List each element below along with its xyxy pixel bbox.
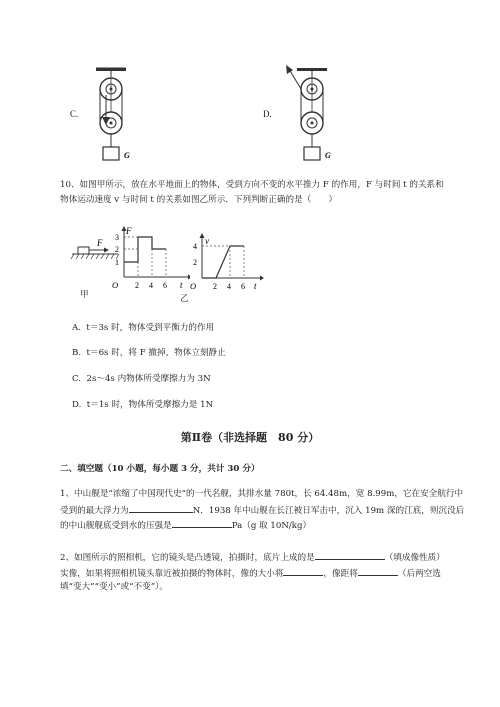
q1-text-2a: 受到的最大浮力为 <box>60 506 129 516</box>
option-a-letter: A. <box>72 323 81 333</box>
q1-blank-1[interactable] <box>129 503 193 513</box>
pulley-figure-d <box>263 65 353 165</box>
graph-v-ytick: 2 <box>193 258 197 267</box>
option-c-label: C. <box>70 109 79 119</box>
option-c[interactable] <box>72 373 211 385</box>
q2-line-1 <box>60 550 445 564</box>
graph-velocity-time <box>190 232 264 292</box>
option-d-text: t＝1s 时，物体所受摩擦力是 1N <box>86 400 214 410</box>
q2-blank-1[interactable] <box>315 550 385 560</box>
figure-jia-label: 甲 <box>80 290 89 300</box>
q1-line-2 <box>60 503 464 517</box>
graph-f-xtick: 6 <box>163 281 167 290</box>
section-heading: 二、填空题（10 小题，每小题 3 分，共计 30 分） <box>60 464 260 474</box>
option-d-label: D. <box>263 109 272 119</box>
q1-text-3b: Pa（g 取 10N/kg） <box>231 521 312 531</box>
graph-f-ytick: 3 <box>115 233 119 242</box>
graph-v-origin: O <box>190 281 197 291</box>
q2-blank-3[interactable] <box>358 566 398 576</box>
option-b[interactable] <box>72 347 226 359</box>
graph-f-xtick: 2 <box>135 281 139 290</box>
pulley-figure-c <box>70 65 160 165</box>
pulley-c-diagram <box>90 65 160 165</box>
option-d-letter: D. <box>72 400 82 410</box>
option-c-letter: C. <box>72 374 82 384</box>
q1-blank-2[interactable] <box>172 518 232 528</box>
q1-text-3a: 的中山舰舰底受到水的压强是 <box>60 521 172 531</box>
option-d[interactable] <box>72 399 213 411</box>
graph-f-origin: O <box>112 280 119 290</box>
q2-text-1a: 2、如图所示的照相机，它的镜头是凸透镜，拍摄时，底片上成的是 <box>60 553 315 563</box>
graph-v-ylabel: v <box>205 236 209 246</box>
q1-line-3 <box>60 518 311 532</box>
q10-line-1: 10、如图甲所示，放在水平地面上的物体，受到方向不变的水平推力 F 的作用，F 与时间 t 的关系和 <box>60 180 444 190</box>
weight-label-c: G <box>124 151 130 160</box>
graph-f-xtick: 4 <box>149 281 153 290</box>
option-b-text: t＝6s 时，将 F 撤掉，物体立刻静止 <box>86 348 226 358</box>
graph-v-xtick: 4 <box>227 282 231 291</box>
q1-text-2b: N．1938 年中山舰在长江被日军击中，沉入 19m 深的江底，则沉没后 <box>192 506 465 516</box>
graph-f-ytick: 2 <box>115 245 119 254</box>
graph-force-time <box>112 225 190 291</box>
q2-text-2c: （后两空选 <box>397 569 441 579</box>
figure-yi-label: 乙 <box>180 294 189 304</box>
option-a[interactable] <box>72 322 214 334</box>
option-c-text: 2s～4s 内物体所受摩擦力为 3N <box>86 374 211 384</box>
graph-v-xtick: 6 <box>241 282 245 291</box>
q10-line-2: 物体运动速度 v 与时间 t 的关系如图乙所示．下列判断正确的是（ ） <box>60 195 338 205</box>
graph-f-xlabel: t <box>180 280 183 290</box>
graph-f-ylabel: F <box>126 226 132 236</box>
q2-text-2a: 实像，如果将照相机镜头靠近被拍摄的物体时，像的大小将 <box>60 569 284 579</box>
force-f-label: F <box>97 238 103 248</box>
graph-v-xlabel: t <box>254 281 257 291</box>
part2-title: 第Ⅱ卷（非选择题 80 分） <box>180 431 320 444</box>
graph-v-xtick: 2 <box>213 282 217 291</box>
q2-text-2b: ，像距将 <box>323 569 358 579</box>
weight-label-d: G <box>325 151 331 160</box>
option-b-letter: B. <box>72 348 82 358</box>
pulley-d-diagram <box>283 65 353 165</box>
q2-text-1b: （填成像性质） <box>384 553 445 563</box>
q2-line-3: 填“变大”“变小”或“不变”）。 <box>60 582 168 592</box>
option-a-text: t＝3s 时，物体受到平衡力的作用 <box>86 323 215 333</box>
graph-v-ytick: 4 <box>193 242 197 251</box>
q1-line-1: 1、中山舰是“浓缩了中国现代史”的一代名舰，其排水量 780t，长 64.48m，宽 8.99m，它在安全航行中 <box>60 489 464 499</box>
q2-blank-2[interactable] <box>283 566 323 576</box>
graph-f-ytick: 1 <box>115 258 119 267</box>
q2-line-2 <box>60 566 441 580</box>
